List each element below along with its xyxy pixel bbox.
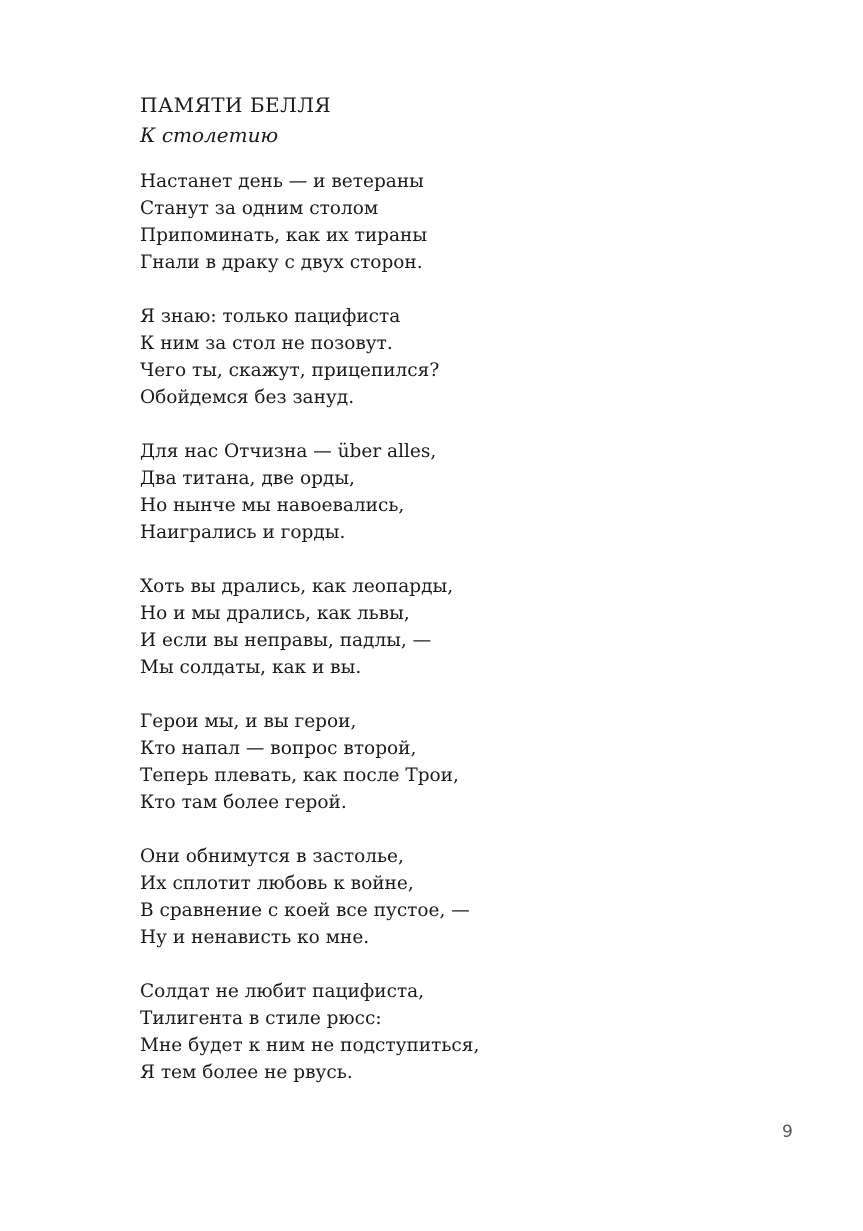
stanza [140,708,479,816]
poem-subtitle: К столетию [140,123,279,147]
poem-line: Кто там более герой. [140,792,347,813]
poem-line: Солдат не любит пацифиста, [140,981,425,1002]
stanza [140,573,479,681]
poem-line: Припоминать, как их тираны [140,225,428,246]
poem-title: ПАМЯТИ БЕЛЛЯ [140,93,332,117]
poem-line: Обойдемся без зануд. [140,387,355,408]
stanza [140,303,479,411]
page-number: 9 [782,1122,793,1142]
poem-line: Наигрались и горды. [140,522,346,543]
poem-line: И если вы неправы, падлы, — [140,630,432,651]
poem-line: Хоть вы дрались, как леопарды, [140,576,454,597]
poem-line: Их сплотит любовь к войне, [140,873,414,894]
stanza [140,843,479,951]
stanza [140,168,479,276]
poem-line: Кто напал — вопрос второй, [140,738,417,759]
poem-line: Гнали в драку с двух сторон. [140,252,423,273]
poem-line: Я тем более не рвусь. [140,1062,353,1083]
poem-line: Теперь плевать, как после Трои, [140,765,459,786]
poem-line: Я знаю: только пацифиста [140,306,401,327]
poem-line: Чего ты, скажут, прицепился? [140,360,440,381]
poem-line: Для нас Отчизна — über alles, [140,441,437,462]
stanza [140,438,479,546]
poem-line: К ним за стол не позовут. [140,333,393,354]
poem-line: Настанет день — и ветераны [140,171,424,192]
poem-line: Два титана, две орды, [140,468,355,489]
poem-body [140,168,479,1113]
poem-line: Они обнимутся в застолье, [140,846,404,867]
poem-line: Герои мы, и вы герои, [140,711,357,732]
poem-line: Но нынче мы навоевались, [140,495,405,516]
stanza [140,978,479,1086]
poem-line: Мне будет к ним не подступиться, [140,1035,480,1056]
poem-line: Мы солдаты, как и вы. [140,657,362,678]
poem-line: Но и мы дрались, как львы, [140,603,410,624]
poem-line: Тилигента в стиле рюсс: [140,1008,382,1029]
poem-line: В сравнение с коей все пустое, — [140,900,470,921]
poem-line: Станут за одним столом [140,198,379,219]
poem-line: Ну и ненависть ко мне. [140,927,370,948]
